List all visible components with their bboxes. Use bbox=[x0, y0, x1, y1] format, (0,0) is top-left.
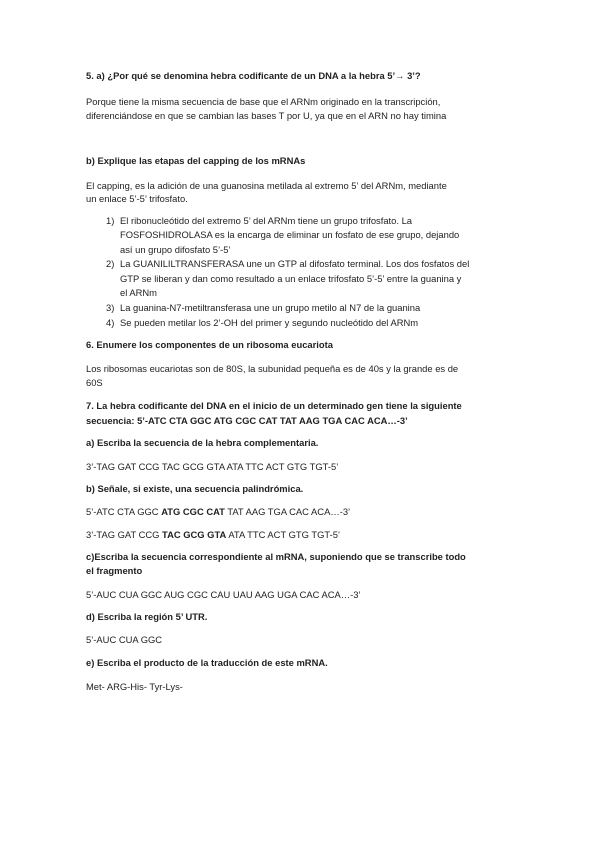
q7b-line-2-post: ATA TTC ACT GTG TGT-5’ bbox=[226, 529, 341, 540]
q7d-title: d) Escriba la región 5’ UTR. bbox=[86, 611, 208, 622]
step-2-line-1: La GUANILILTRANSFERASA une un GTP al difosfato terminal. Los dos fosfatos del bbox=[120, 258, 470, 269]
q7-title-line-1: 7. La hebra codificante del DNA en el inicio de un determinado gen tiene la siguiente bbox=[86, 400, 462, 411]
step-2-line-3: el ARNm bbox=[120, 287, 157, 298]
q5b-intro-line-1: El capping, es la adición de una guanosina metilada al extremo 5’ del ARNm, mediante bbox=[86, 180, 447, 191]
q7b-title: b) Señale, si existe, una secuencia palindrómica. bbox=[86, 483, 304, 494]
q6-answer-line-2: 60S bbox=[86, 377, 103, 388]
q7e-title: e) Escriba el producto de la traducción de este mRNA. bbox=[86, 657, 328, 668]
q7b-line-1-post: TAT AAG TGA CAC ACA…-3’ bbox=[224, 506, 351, 517]
q7b-line-2 bbox=[86, 529, 340, 541]
q7e-answer: Met- ARG-His- Tyr-Lys- bbox=[86, 681, 183, 692]
step-2-line-2: GTP se liberan y dan como resultado a un enlace trifosfato 5’-5’ entre la guanina y bbox=[120, 273, 462, 284]
q6-title: 6. Enumere los componentes de un ribosoma eucariota bbox=[86, 339, 333, 350]
step-4-number: 4) bbox=[106, 317, 115, 328]
step-1-number: 1) bbox=[106, 215, 115, 226]
q7b-line-1-pre: 5’-ATC CTA GGC bbox=[86, 506, 162, 517]
step-4-line-1: Se pueden metilar los 2’-OH del primer y segundo nucleótido del ARNm bbox=[120, 317, 419, 328]
q5-answer-line-1: Porque tiene la misma secuencia de base que el ARNm originado en la transcripción, bbox=[86, 96, 441, 107]
step-3-number: 3) bbox=[106, 302, 115, 313]
q7d-answer: 5’-AUC CUA GGC bbox=[86, 634, 163, 645]
q7a-title: a) Escriba la secuencia de la hebra complementaria. bbox=[86, 437, 319, 448]
q7a-answer: 3’-TAG GAT CCG TAC GCG GTA ATA TTC ACT GTG TGT-5’ bbox=[86, 461, 339, 472]
q7c-answer: 5’-AUC CUA GGC AUG CGC CAU UAU AAG UGA CAC ACA…-3’ bbox=[86, 589, 361, 600]
q7b-line-2-pre: 3’-TAG GAT CCG bbox=[86, 529, 163, 540]
q7b-line-1 bbox=[86, 506, 350, 518]
q7-title-line-2: secuencia: 5’-ATC CTA GGC ATG CGC CAT TAT AAG TGA CAC ACA…-3’ bbox=[86, 415, 408, 426]
step-2-number: 2) bbox=[106, 258, 115, 269]
step-1-line-3: así un grupo difosfato 5’-5’ bbox=[120, 244, 231, 255]
q5-answer-line-2: diferenciándose en que se cambian las bases T por U, ya que en el ARN no hay timina bbox=[86, 110, 447, 121]
q7c-title-line-2: el fragmento bbox=[86, 565, 143, 576]
q5b-intro-line-2: un enlace 5’-5’ trifosfato. bbox=[86, 193, 188, 204]
q7c-title-line-1: c)Escriba la secuencia correspondiente al mRNA, suponiendo que se transcribe todo bbox=[86, 551, 466, 562]
palindrome-highlight-2: TAC GCG GTA bbox=[162, 529, 227, 540]
step-1-line-2: FOSFOSHIDROLASA es la encarga de eliminar un fosfato de ese grupo, dejando bbox=[120, 229, 460, 240]
q6-answer-line-1: Los ribosomas eucariotas son de 80S, la subunidad pequeña es de 40s y la grande es de bbox=[86, 363, 459, 374]
q5b-title: b) Explique las etapas del capping de los mRNAs bbox=[86, 155, 306, 166]
step-1-line-1: El ribonucleótido del extremo 5’ del ARNm tiene un grupo trifosfato. La bbox=[120, 215, 413, 226]
step-3-line-1: La guanina-N7-metiltransferasa une un grupo metilo al N7 de la guanina bbox=[120, 302, 421, 313]
palindrome-highlight-1: ATG CGC CAT bbox=[161, 506, 225, 517]
q5-title: 5. a) ¿Por qué se denomina hebra codificante de un DNA a la hebra 5’→ 3’? bbox=[86, 70, 421, 81]
